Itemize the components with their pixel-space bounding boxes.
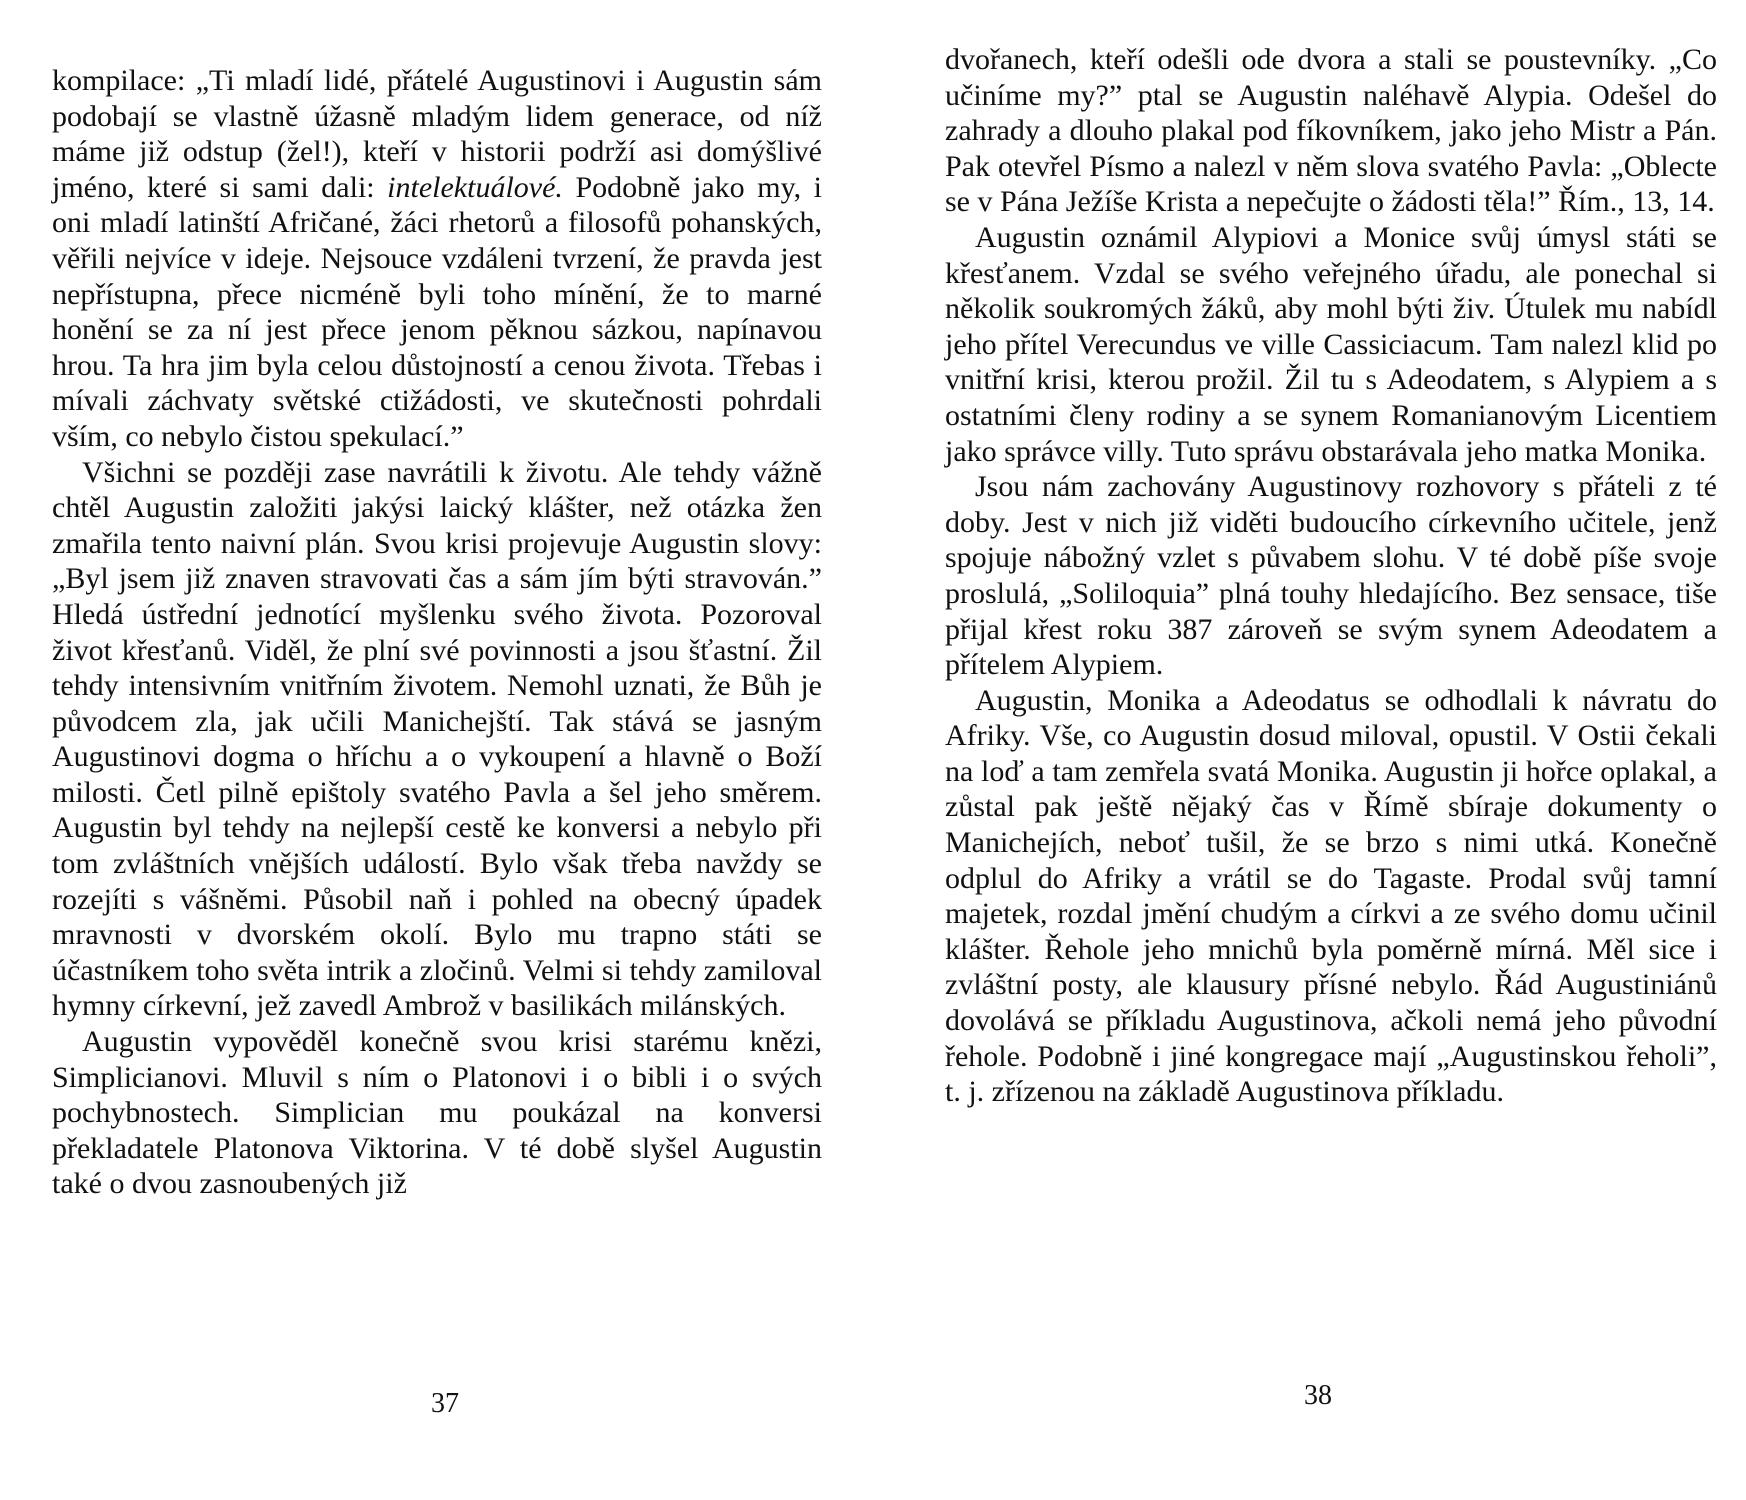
left-paragraph-3: Augustin vypověděl konečně svou krisi starému knězi, Simplicianovi. Mluvil s ním o Platonovi i o bibli i o svých pochybnostech. Simplician mu poukázal na konversi překladatele Platonova Viktorina. V té době slyšel Augustin také o dvou zasnoubených již [52, 1025, 822, 1201]
right-paragraph-2: Augustin oznámil Alypiovi a Monice svůj úmysl státi se křesťanem. Vzdal se svého veřejného úřadu, ale ponechal si několik soukromých žáků, aby mohl býti živ. Útulek mu nabídl jeho přítel Verecundus ve ville Cassiciacum. Tam nalezl klid po vnitřní krisi, kterou prožil. Žil tu s Adeodatem, s Alypiem a s ostatními členy rodiny a se synem Romanianovým Licentiem jako správce villy. Tuto správu obstarávala jeho matka Monika. [945, 220, 1717, 468]
italic-term: intelektuálové. [387, 170, 563, 204]
page-number-right: 38 [1304, 1380, 1332, 1411]
left-paragraph-1-end: Podobně jako my, i oni mladí latinští Afričané, žáci rhetorů a filosofů pohanských, věřili nejvíce v ideje. Nejsouce vzdáleni tvrzení, že pravda jest nepřístupna, přece nicméně byli toho mínění, že to marné honění se za ní jest přece jenom pěknou sázkou, napínavou hrou. Ta hra jim byla celou důstojností a cenou života. Třebas i mívali záchvaty světské ctižádosti, ve skutečnosti pohrdali vším, co nebylo čistou spekulací.” [52, 170, 822, 453]
left-paragraph-2: Všichni se později zase navrátili k životu. Ale tehdy vážně chtěl Augustin založiti jakýsi laický klášter, než otázka žen zmařila tento naivní plán. Svou krisi projevuje Augustin slovy: „Byl jsem již znaven stravovati čas a sám jím býti stravován.” Hledá ústřední jednotící myšlenku svého života. Pozoroval život křesťanů. Viděl, že plní své povinnosti a jsou šťastní. Žil tehdy intensivním vnitřním životem. Nemohl uznati, že Bůh je původcem zla, jak učili Manichejští. Tak stává se jasným Augustinovi dogma o hříchu a o vykoupení a hlavně o Boží milosti. Četl pilně epištoly svatého Pavla a šel jeho směrem. Augustin byl tehdy na nejlepší cestě ke konversi a nebylo při tom zvláštních vnějších událostí. Bylo však třeba navždy se rozejíti s vášněmi. Působil naň i pohled na obecný úpadek mravnosti v dvorském okolí. Bylo mu trapno státi se účastníkem toho světa intrik a zločinů. Velmi si tehdy zamiloval hymny církevní, jež zavedl Ambrož v basilikách milánských. [52, 455, 822, 1023]
right-paragraph-4: Augustin, Monika a Adeodatus se odhodlali k návratu do Afriky. Vše, co Augustin dosud miloval, opustil. V Ostii čekali na loď a tam zemřela svatá Monika. Augustin ji hořce oplakal, a zůstal pak ještě nějaký čas v Římě sbíraje dokumenty o Manichejích, neboť tušil, že se brzo s nimi utká. Konečně odplul do Afriky a vrátil se do Tagaste. Prodal svůj tamní majetek, rozdal jmění chudým a církvi a ze svého domu učinil klášter. Řehole jeho mnichů byla poměrně mírná. Měl sice i zvláštní posty, ale klausury přísné nebylo. Řád Augustiniánů dovolává se příkladu Augustinova, ačkoli nemá jeho původní řehole. Podobně i jiné kongregace mají „Augustinskou řeholi”, t. j. zřízenou na základě Augustinova příkladu. [945, 683, 1717, 1109]
right-page [873, 0, 1746, 1500]
right-paragraph-1: dvořanech, kteří odešli ode dvora a stali se poustevníky. „Co učiníme my?” ptal se Augustin naléhavě Alypia. Odešel do zahrady a dlouho plakal pod fíkovníkem, jako jeho Mistr a Pán. Pak otevřel Písmo a nalezl v něm slova svatého Pavla: „Oblecte se v Pána Ježíše Krista a nepečujte o žádosti těla!” Řím., 13, 14. [945, 43, 1717, 219]
right-paragraph-3: Jsou nám zachovány Augustinovy rozhovory s přáteli z té doby. Jest v nich již viděti budoucího církevního učitele, jenž spojuje nábožný vzlet s půvabem slohu. V té době píše svoje proslulá, „Soliloquia” plná touhy hledajícího. Bez sensace, tiše přijal křest roku 387 zároveň se svým synem Adeodatem a přítelem Alypiem. [945, 470, 1717, 682]
right-text-column [945, 42, 1717, 1110]
left-text-column [52, 63, 822, 1202]
page-number-left: 37 [431, 1388, 459, 1419]
left-paragraph-1-start: kompilace: „Ti mladí lidé, přátelé Augustinovi i Augustin sám podobají se vlastně úžasně mladým lidem generace, od níž máme již odstup (žel!), kteří v historii podrží asi domýšlivé jméno, které si sami dali: [52, 64, 822, 204]
left-paragraph-1 [52, 63, 822, 455]
